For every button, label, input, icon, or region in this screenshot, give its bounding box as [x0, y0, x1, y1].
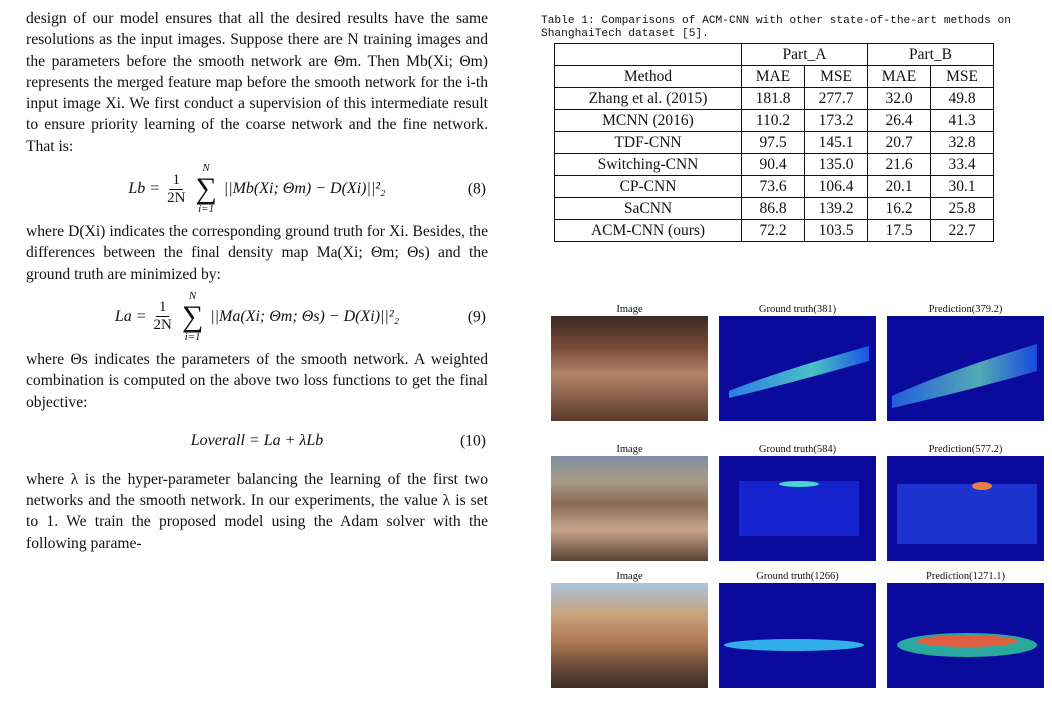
eq9-frac-num: 1 — [156, 299, 170, 317]
table-row — [555, 154, 994, 176]
density-glow — [719, 316, 876, 421]
value-cell: 181.8 — [742, 88, 805, 110]
value-cell: 86.8 — [742, 198, 805, 220]
figure-cell-image-1 — [551, 303, 708, 421]
equation-9-formula — [115, 290, 399, 344]
paragraph-2: where D(Xi) indicates the corresponding ground truth for Xi. Besides, the differences between the final density map Ma(Xi; Θm; Θs) and the ground truth are minimized by: — [26, 223, 488, 283]
value-cell: 135.0 — [805, 154, 868, 176]
value-cell: 25.8 — [931, 198, 994, 220]
figure-cell-gt-2 — [719, 443, 876, 561]
figure-label: Prediction(1271.1) — [925, 571, 1006, 582]
value-cell: 106.4 — [805, 176, 868, 198]
eq9-sum-bottom: i=1 — [184, 330, 201, 343]
eq8-fraction — [167, 172, 185, 207]
eq9-sum — [182, 290, 203, 344]
value-cell: 32.0 — [868, 88, 931, 110]
table-caption: Table 1: Comparisons of ACM-CNN with other state-of-the-art methods on ShanghaiTech dataset [5]. — [541, 15, 1011, 40]
method-cell: SaCNN — [555, 198, 742, 220]
table-empty-cell — [555, 44, 742, 66]
equation-9 — [26, 285, 488, 349]
figure-label: Image — [616, 304, 643, 315]
eq8-sum — [195, 162, 216, 216]
table-row — [555, 176, 994, 198]
table-group-header-row — [555, 44, 994, 66]
figure-label: Ground truth(1266) — [756, 571, 839, 582]
paragraph-1: design of our model ensures that all the desired results have the same resolutions as the input images. Suppose there are N training images and the parameters before the smooth network are Θm. Then Mb(Xi; Θm) represents the merged feature map before the smooth network for the i-th input image Xi. We first conduct a supervision of this intermediate result to ensure priority learning of the coarse network and the fine network. That is: — [26, 10, 488, 155]
equation-8-formula — [128, 162, 385, 216]
figure-label: Prediction(379.2) — [928, 304, 1003, 315]
eq9-lhs: La = — [114, 308, 147, 326]
value-cell: 32.8 — [931, 132, 994, 154]
method-cell: CP-CNN — [555, 176, 742, 198]
value-cell: 49.8 — [931, 88, 994, 110]
eq8-frac-num: 1 — [169, 172, 183, 190]
left-text-column — [26, 8, 488, 554]
eq9-frac-den: 2N — [153, 317, 172, 334]
value-cell: 20.1 — [868, 176, 931, 198]
value-cell-best: 16.2 — [868, 198, 931, 220]
crowd-photo — [551, 583, 708, 688]
value-cell: 17.5 — [868, 220, 931, 242]
figure-label: Ground truth(381) — [758, 304, 837, 315]
eq8-frac-den: 2N — [167, 189, 186, 206]
ground-truth-density-map — [719, 316, 876, 421]
value-cell: 173.2 — [805, 110, 868, 132]
figure-cell-gt-3 — [719, 570, 876, 688]
figure-label: Image — [616, 444, 643, 455]
value-cell: 33.4 — [931, 154, 994, 176]
eq9-sum-top: N — [188, 289, 197, 302]
value-cell: 277.7 — [805, 88, 868, 110]
value-cell: 139.2 — [805, 198, 868, 220]
column-header-mse-b: MSE — [931, 66, 994, 88]
table-row — [555, 132, 994, 154]
figure-cell-image-2 — [551, 443, 708, 561]
equation-8 — [26, 157, 488, 221]
value-cell: 145.1 — [805, 132, 868, 154]
method-cell: ACM-CNN (ours) — [555, 220, 742, 242]
group-header-part-a: Part_A — [742, 44, 868, 66]
sigma-icon: ∑ — [195, 172, 217, 206]
group-header-part-b: Part_B — [868, 44, 994, 66]
value-cell: 90.4 — [742, 154, 805, 176]
method-cell: Switching-CNN — [555, 154, 742, 176]
eq8-number: (8) — [467, 180, 486, 198]
prediction-density-map — [887, 456, 1044, 561]
ground-truth-density-map — [719, 583, 876, 688]
eq8-sum-top: N — [202, 162, 210, 175]
eq9-number: (9) — [467, 308, 486, 326]
table-row — [555, 198, 994, 220]
density-glow — [887, 316, 1044, 421]
method-cell: Zhang et al. (2015) — [555, 88, 742, 110]
ground-truth-density-map — [719, 456, 876, 561]
paragraph-4: where λ is the hyper-parameter balancing the learning of the first two networks and the smooth network. In our experiments, the value λ is set to 1. We train the proposed model using the Adam solver with the following parame- — [26, 470, 488, 552]
table-row — [555, 88, 994, 110]
value-cell: 20.7 — [868, 132, 931, 154]
figure-label: Prediction(577.2) — [928, 444, 1003, 455]
eq8-sum-bottom: i=1 — [198, 203, 215, 216]
crowd-photo — [551, 456, 708, 561]
value-cell: 21.6 — [868, 154, 931, 176]
density-glow — [887, 583, 1044, 688]
figure-label: Image — [616, 571, 643, 582]
prediction-density-map — [887, 583, 1044, 688]
figure-cell-gt-1 — [719, 303, 876, 421]
value-cell: 41.3 — [931, 110, 994, 132]
method-cell: TDF-CNN — [555, 132, 742, 154]
density-glow — [719, 583, 876, 688]
value-cell: 26.4 — [868, 110, 931, 132]
value-cell: 30.1 — [931, 176, 994, 198]
results-table — [554, 43, 994, 242]
value-cell-best: 22.7 — [931, 220, 994, 242]
eq10-body: Loverall = La + λLb — [190, 432, 324, 450]
column-header-mae-b: MAE — [868, 66, 931, 88]
paragraph-3: where Θs indicates the parameters of the smooth network. A weighted combination is computed on the above two loss functions to get the final objective: — [26, 350, 488, 411]
figure-cell-pred-3 — [887, 570, 1044, 688]
equation-10-formula — [191, 430, 324, 451]
method-cell: MCNN (2016) — [555, 110, 742, 132]
column-header-mae-a: MAE — [742, 66, 805, 88]
column-header-mse-a: MSE — [805, 66, 868, 88]
density-glow — [887, 456, 1044, 561]
crowd-photo — [551, 316, 708, 421]
eq8-body: ||Mb(Xi; Θm) − D(Xi)||²₂ — [223, 180, 386, 198]
eq9-fraction — [154, 299, 172, 334]
prediction-density-map — [887, 316, 1044, 421]
figure-cell-pred-2 — [887, 443, 1044, 561]
eq9-body: ||Ma(Xi; Θm; Θs) − D(Xi)||²₂ — [210, 308, 400, 326]
figure-cell-image-3 — [551, 570, 708, 688]
column-header-method: Method — [555, 66, 742, 88]
table-row — [555, 220, 994, 242]
equation-10 — [26, 413, 488, 469]
value-cell: 97.5 — [742, 132, 805, 154]
right-column — [541, 15, 1047, 242]
value-cell-best: 103.5 — [805, 220, 868, 242]
sigma-icon: ∑ — [181, 299, 204, 333]
table-row — [555, 110, 994, 132]
eq10-number: (10) — [460, 432, 486, 450]
value-cell: 73.6 — [742, 176, 805, 198]
table-column-header-row — [555, 66, 994, 88]
eq8-lhs: Lb = — [128, 180, 161, 198]
value-cell-best: 72.2 — [742, 220, 805, 242]
value-cell: 110.2 — [742, 110, 805, 132]
figure-label: Ground truth(584) — [758, 444, 837, 455]
figure-cell-pred-1 — [887, 303, 1044, 421]
density-glow — [719, 456, 876, 561]
